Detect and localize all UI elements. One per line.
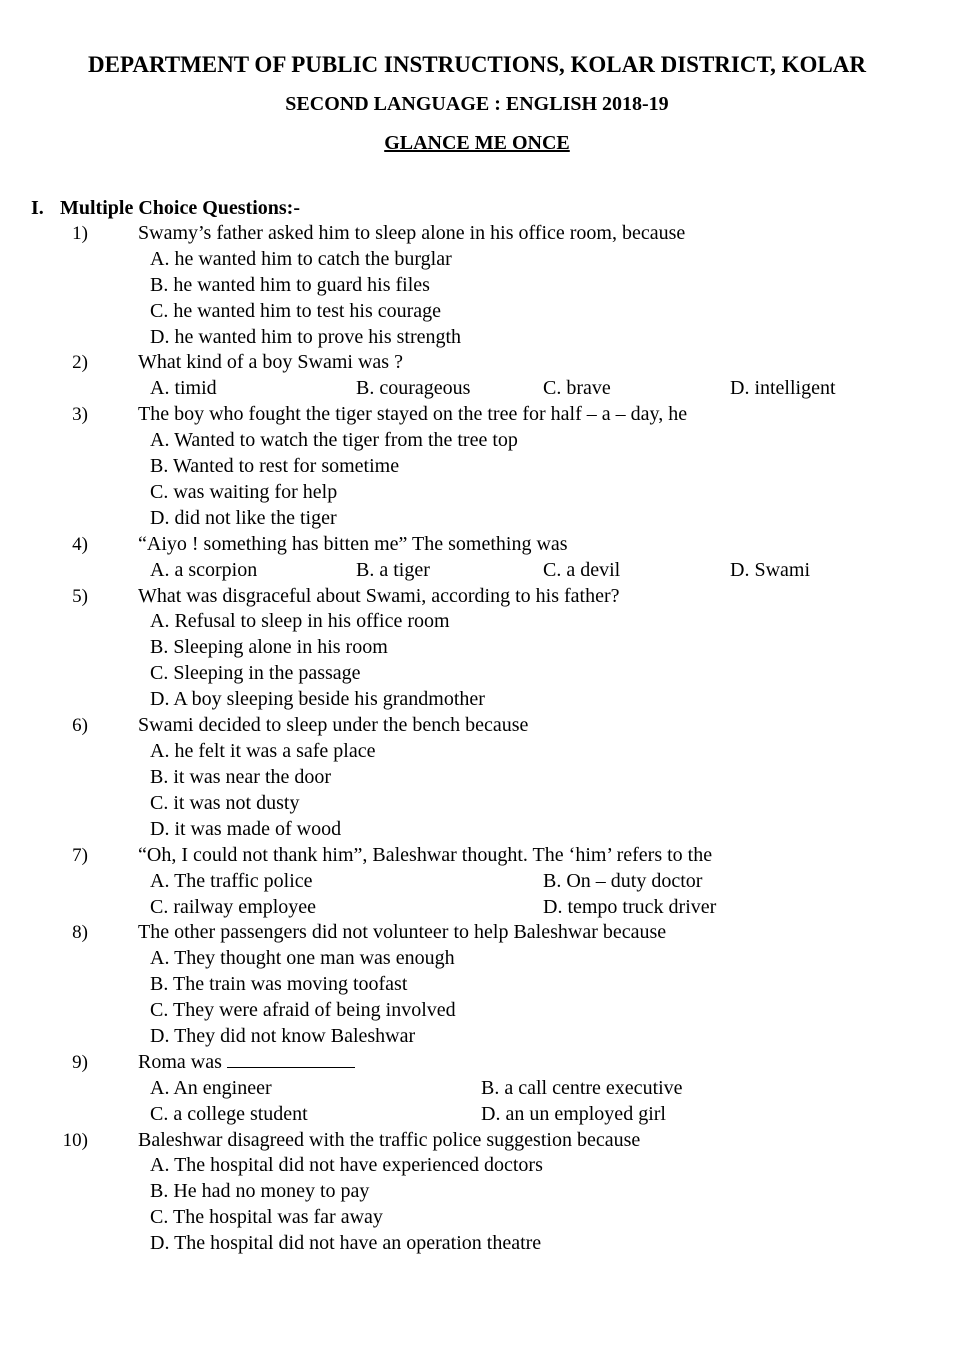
question-text-line (138, 1051, 355, 1074)
question-number: 6) (72, 715, 88, 736)
option: A. he felt it was a safe place (150, 740, 376, 762)
department-heading: DEPARTMENT OF PUBLIC INSTRUCTIONS, KOLAR DISTRICT, KOLAR (88, 52, 866, 77)
option: C. Sleeping in the passage (150, 662, 361, 684)
option: C. They were afraid of being involved (150, 999, 456, 1021)
option: A. Wanted to watch the tiger from the tree top (150, 429, 518, 451)
option: D. They did not know Baleshwar (150, 1025, 416, 1047)
option: A. The traffic police (150, 870, 313, 892)
document-title (0, 132, 954, 155)
question-number: 7) (72, 845, 88, 866)
question-text: Swami decided to sleep under the bench because (138, 714, 529, 736)
section-number: I. (31, 197, 44, 219)
option: D. did not like the tiger (150, 507, 337, 529)
question-text: What was disgraceful about Swami, according to his father? (138, 585, 620, 607)
question-number: 1) (72, 223, 88, 244)
question-text: What kind of a boy Swami was ? (138, 351, 403, 373)
option: A. a scorpion (150, 559, 258, 581)
option: D. intelligent (730, 377, 836, 399)
option: A. Refusal to sleep in his office room (150, 610, 450, 632)
option: C. he wanted him to test his courage (150, 300, 442, 322)
option: D. Swami (730, 559, 810, 581)
option: D. an un employed girl (481, 1103, 666, 1125)
subject-heading: SECOND LANGUAGE : ENGLISH 2018-19 (285, 93, 669, 115)
option: A. he wanted him to catch the burglar (150, 248, 452, 270)
option: B. he wanted him to guard his files (150, 274, 430, 296)
answer-blank (227, 1053, 355, 1068)
document-title-text: GLANCE ME ONCE (384, 132, 570, 154)
option: A. They thought one man was enough (150, 947, 455, 969)
option: B. On – duty doctor (543, 870, 703, 892)
question-number: 3) (72, 404, 88, 425)
section-title: Multiple Choice Questions:- (60, 197, 300, 219)
question-text: Swamy’s father asked him to sleep alone in his office room, because (138, 222, 686, 244)
option: D. The hospital did not have an operation theatre (150, 1232, 542, 1254)
option: C. was waiting for help (150, 481, 338, 503)
option: B. courageous (356, 377, 471, 399)
option: C. railway employee (150, 896, 317, 918)
question-number: 8) (72, 922, 88, 943)
option: B. Wanted to rest for sometime (150, 455, 400, 477)
option: B. it was near the door (150, 766, 332, 788)
question-number: 4) (72, 534, 88, 555)
option: D. A boy sleeping beside his grandmother (150, 688, 485, 710)
option: A. The hospital did not have experienced doctors (150, 1154, 543, 1176)
option: D. he wanted him to prove his strength (150, 326, 462, 348)
question-text: The boy who fought the tiger stayed on the tree for half – a – day, he (138, 403, 688, 425)
option: D. it was made of wood (150, 818, 342, 840)
question-text: “Aiyo ! something has bitten me” The something was (138, 533, 568, 555)
option: B. Sleeping alone in his room (150, 636, 388, 658)
option: A. An engineer (150, 1077, 272, 1099)
question-number: 10) (62, 1130, 88, 1151)
question-number: 5) (72, 586, 88, 607)
option: C. a devil (543, 559, 621, 581)
question-number: 9) (72, 1052, 88, 1073)
question-text: The other passengers did not volunteer to help Baleshwar because (138, 921, 667, 943)
option: B. He had no money to pay (150, 1180, 370, 1202)
option: C. it was not dusty (150, 792, 300, 814)
option: B. a call centre executive (481, 1077, 683, 1099)
question-number: 2) (72, 352, 88, 373)
option: A. timid (150, 377, 217, 399)
question-text: Baleshwar disagreed with the traffic police suggestion because (138, 1129, 641, 1151)
question-text: Roma was (138, 1051, 222, 1073)
option: C. brave (543, 377, 611, 399)
option: B. The train was moving toofast (150, 973, 408, 995)
option: D. tempo truck driver (543, 896, 717, 918)
option: C. The hospital was far away (150, 1206, 383, 1228)
question-text: “Oh, I could not thank him”, Baleshwar thought. The ‘him’ refers to the (138, 844, 713, 866)
option: B. a tiger (356, 559, 430, 581)
section-heading (31, 197, 300, 220)
option: C. a college student (150, 1103, 308, 1125)
